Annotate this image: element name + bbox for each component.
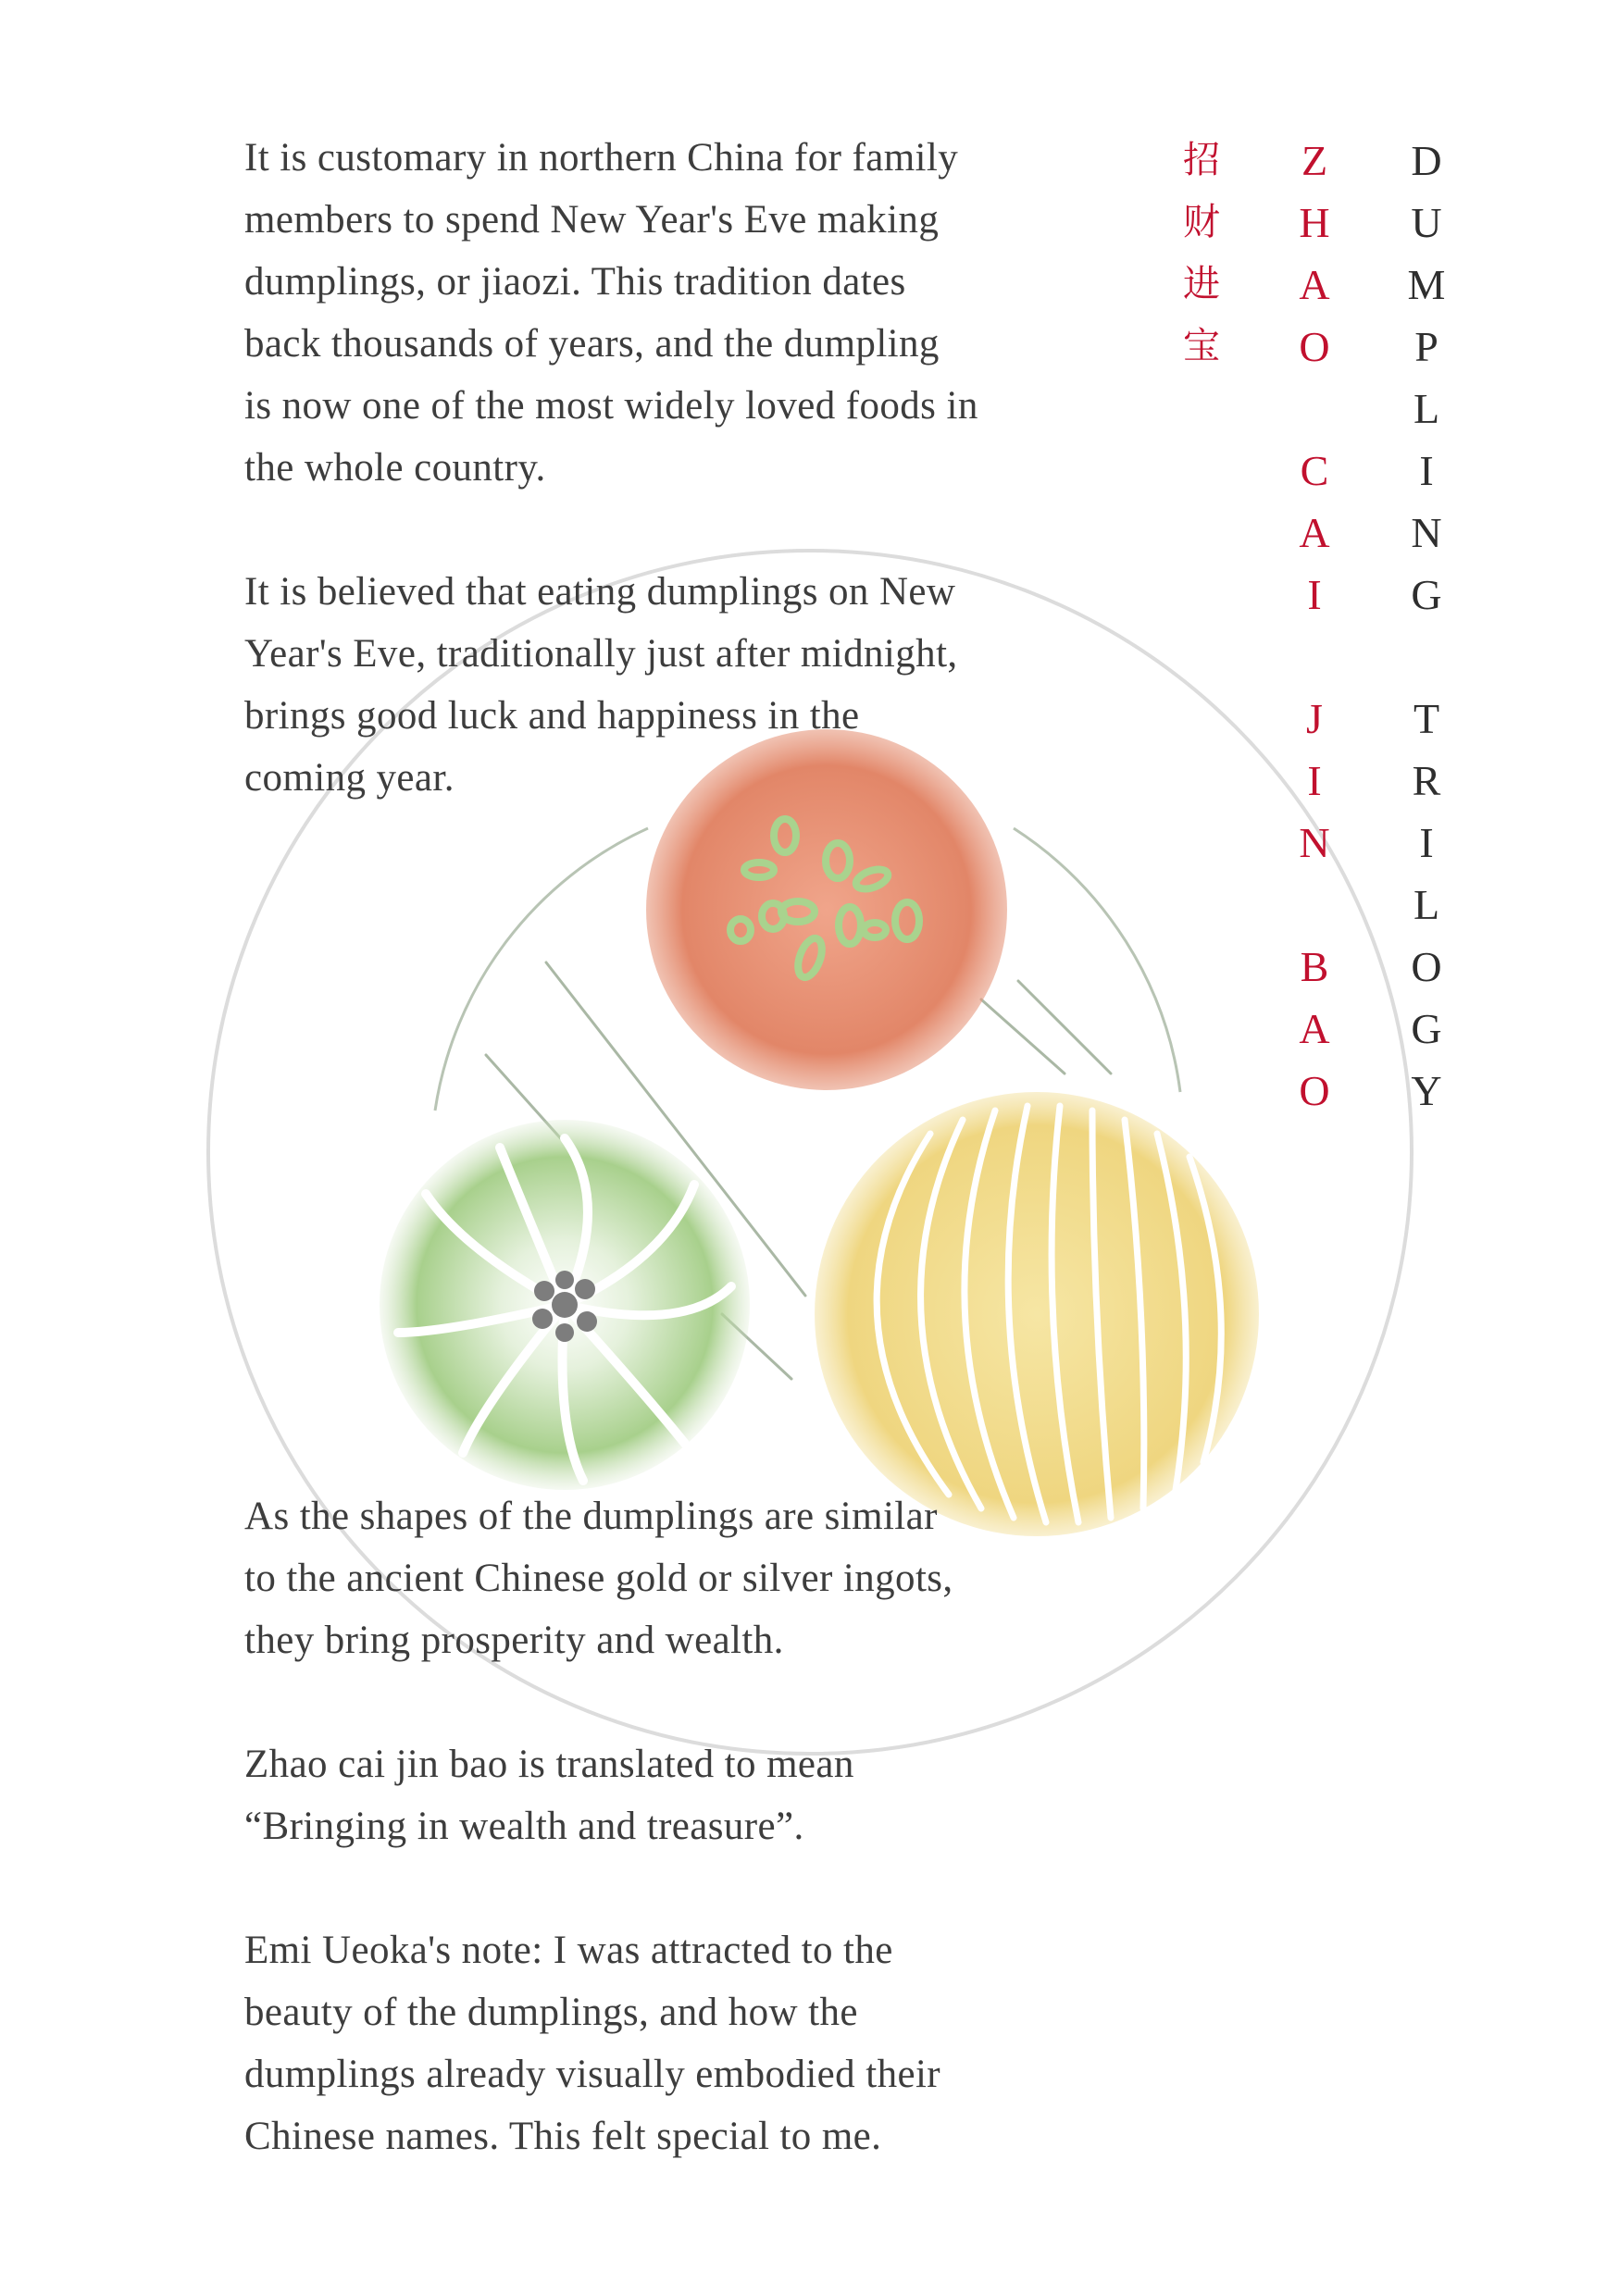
ingot-paragraph: As the shapes of the dumplings are similar to the ancient Chinese gold or silver ingots, they bring prosperity and wealth. — [244, 1495, 953, 1662]
pinyin-letter: I — [1307, 757, 1322, 804]
title-letter: L — [1413, 881, 1440, 928]
pinyin-letter: O — [1299, 1067, 1330, 1114]
pinyin-gap — [1287, 874, 1342, 936]
title-letter: T — [1413, 695, 1440, 742]
chinese-char: 招 — [1183, 139, 1220, 181]
title-letter: D — [1411, 137, 1442, 184]
title-letter: O — [1411, 943, 1442, 990]
chinese-char: 进 — [1183, 263, 1220, 305]
pinyin-gap — [1287, 626, 1342, 688]
pinyin-letter: A — [1299, 1005, 1330, 1052]
green-dumpling — [380, 1120, 750, 1490]
artist-note-paragraph: Emi Ueoka's note: I was attracted to the beauty of the dumplings, and how the dumplings already visually embodied their Chinese names. This felt special to me. — [244, 1929, 941, 2158]
pinyin-title-vertical — [1287, 130, 1342, 1122]
inner-arc-right — [1014, 828, 1180, 1092]
chinese-title-vertical — [1174, 130, 1229, 378]
pinyin-letter: A — [1299, 261, 1330, 308]
title-letter: P — [1414, 323, 1438, 370]
pinyin-gap — [1287, 378, 1342, 440]
pinyin-letter: H — [1299, 199, 1330, 246]
title-letter: Y — [1411, 1067, 1442, 1114]
title-letter: L — [1413, 385, 1440, 432]
title-letter: I — [1419, 447, 1434, 494]
title-letter: G — [1411, 571, 1442, 618]
pinyin-letter: C — [1300, 447, 1329, 494]
belief-paragraph: It is believed that eating dumplings on New Year's Eve, traditionally just after midnight, brings good luck and happiness in the coming year. — [244, 570, 958, 800]
title-gap — [1399, 626, 1454, 688]
pinyin-letter: O — [1299, 323, 1330, 370]
yellow-dumpling — [815, 1092, 1259, 1536]
title-letter: I — [1419, 819, 1434, 866]
title-letter: G — [1411, 1005, 1442, 1052]
translation-paragraph: Zhao cai jin bao is translated to mean “Bringing in wealth and treasure”. — [244, 1743, 854, 1848]
inner-arc-left — [435, 828, 648, 1111]
chinese-char: 财 — [1183, 201, 1220, 243]
title-letter: R — [1412, 757, 1441, 804]
pinyin-letter: N — [1299, 819, 1330, 866]
pinyin-letter: Z — [1301, 137, 1328, 184]
title-letter: U — [1411, 199, 1442, 246]
pinyin-letter: A — [1299, 509, 1330, 556]
chinese-char: 宝 — [1183, 325, 1220, 367]
title-letter: N — [1411, 509, 1442, 556]
title-letter: M — [1407, 261, 1446, 308]
pinyin-letter: J — [1306, 695, 1323, 742]
pinyin-letter: B — [1300, 943, 1329, 990]
dumpling-trilogy-title-vertical — [1399, 130, 1454, 1122]
pinyin-letter: I — [1307, 571, 1322, 618]
intro-paragraph: It is customary in northern China for family members to spend New Year's Eve making dumplings, or jiaozi. This tradition dates back thousands of years, and the dumpling is now one of the most widely loved foods in the whole country. — [244, 136, 978, 490]
